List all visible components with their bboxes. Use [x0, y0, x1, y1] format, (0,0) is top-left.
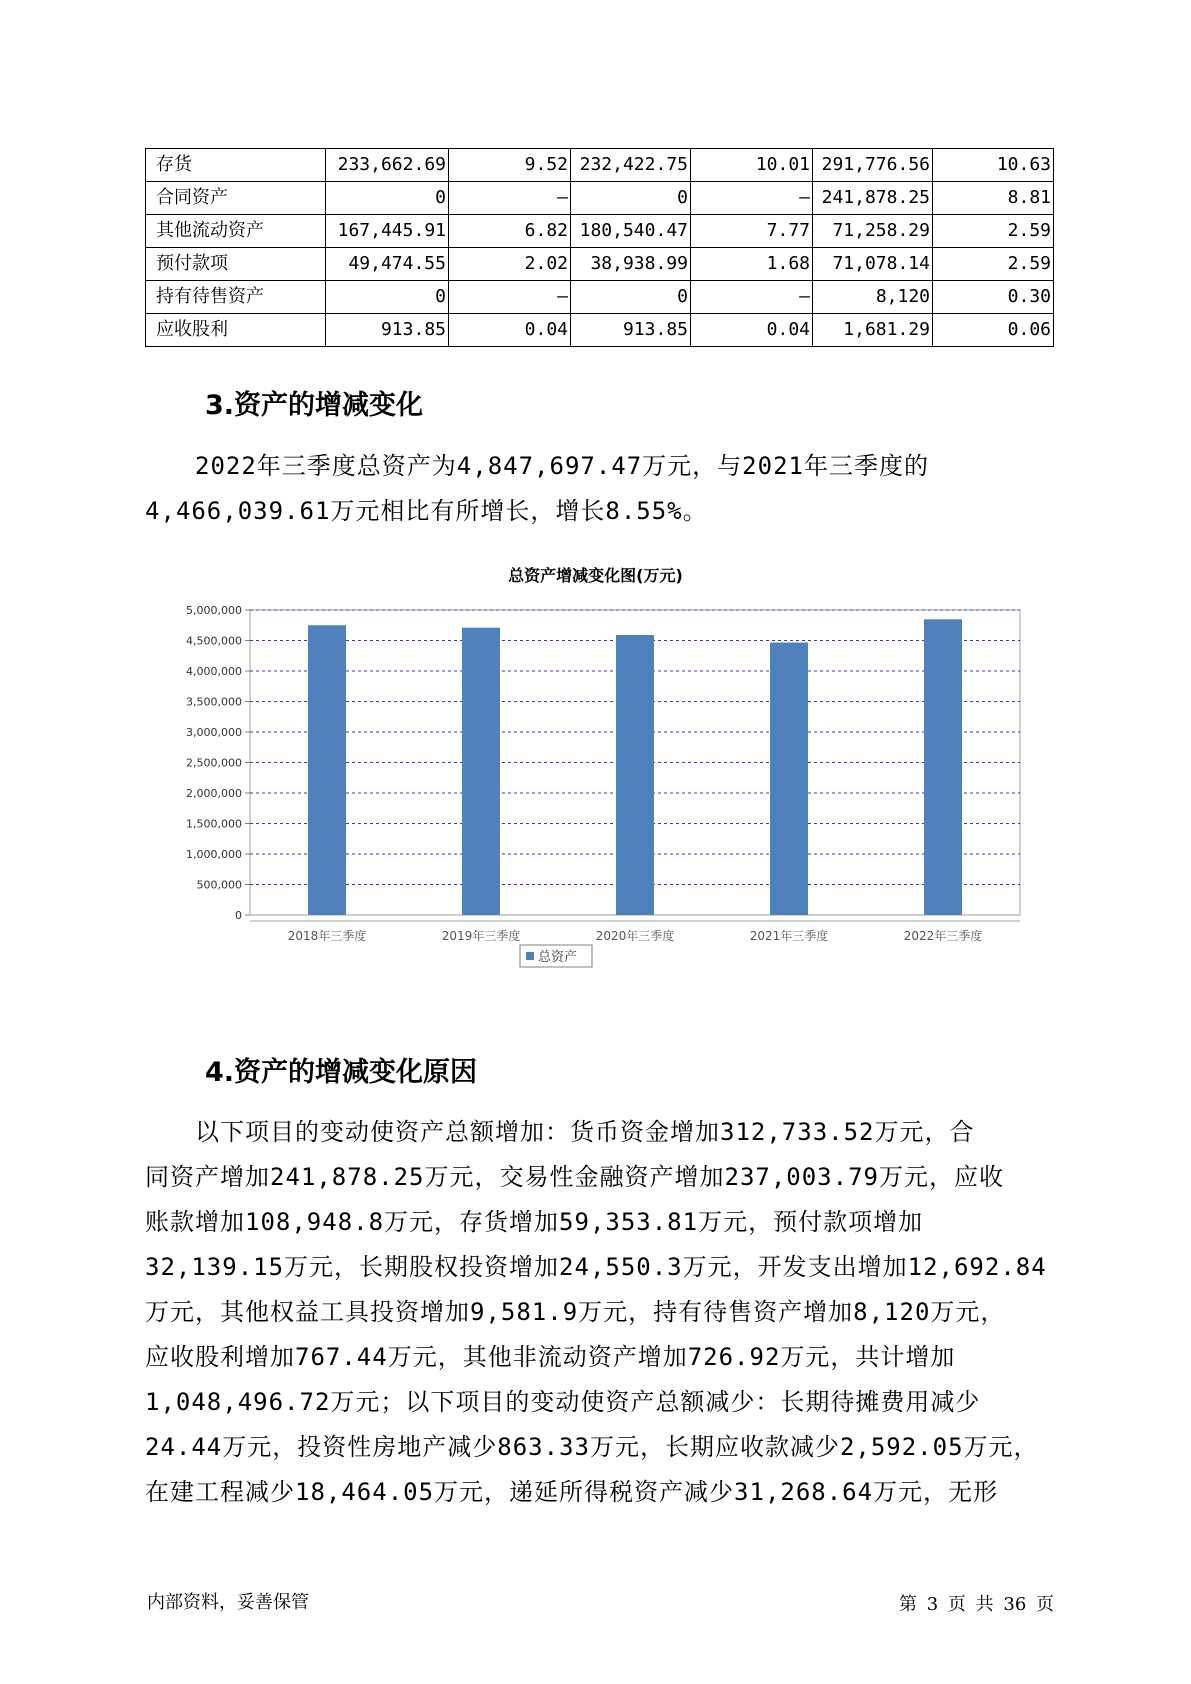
table-cell: 0 [571, 182, 691, 215]
y-tick-label: 3,500,000 [186, 695, 242, 709]
table-cell: 71,258.29 [813, 215, 933, 248]
paragraph-line: 在建工程减少18,464.05万元，递延所得税资产减少31,268.64万元，无形 [145, 1478, 999, 1506]
section-3-heading: 3.资产的增减变化 [205, 390, 424, 421]
paragraph-line: 1,048,496.72万元；以下项目的变动使资产总额减少：长期待摊费用减少 [145, 1388, 981, 1416]
x-tick-label: 2019年三季度 [441, 929, 521, 943]
table-row [146, 248, 1054, 281]
section-4-paragraph [145, 1110, 1051, 1515]
table-cell: 10.01 [691, 149, 813, 182]
table-cell: 0 [326, 281, 449, 314]
table-cell: 49,474.55 [326, 248, 449, 281]
table-cell: 232,422.75 [571, 149, 691, 182]
table-row [146, 215, 1054, 248]
table-cell: 38,938.99 [571, 248, 691, 281]
table-cell: 2.02 [449, 248, 571, 281]
table-cell: 6.82 [449, 215, 571, 248]
table-row [146, 182, 1054, 215]
table-cell: 0.30 [933, 281, 1054, 314]
table-cell: 233,662.69 [326, 149, 449, 182]
table-cell: 1.68 [691, 248, 813, 281]
table-cell: 0 [326, 182, 449, 215]
paragraph-line: 万元，其他权益工具投资增加9,581.9万元，持有待售资产增加8,120万元， [145, 1298, 1006, 1326]
paragraph-line: 4,466,039.61万元相比有所增长，增长8.55%。 [145, 497, 708, 525]
bar [462, 628, 500, 915]
x-tick-label: 2018年三季度 [287, 929, 367, 943]
table-cell: – [691, 281, 813, 314]
chart-title: 总资产增减变化图(万元) [508, 566, 683, 585]
table-cell: 0.06 [933, 314, 1054, 347]
paragraph-line: 同资产增加241,878.25万元，交易性金融资产增加237,003.79万元，应收 [145, 1163, 1004, 1191]
paragraph-line: 应收股利增加767.44万元，其他非流动资产增加726.92万元，共计增加 [145, 1343, 956, 1371]
y-tick-label: 2,000,000 [186, 787, 242, 800]
asset-table [145, 148, 1054, 347]
table-cell: 0.04 [691, 314, 813, 347]
footer-page-number: 第 3 页 共 36 页 [899, 1594, 1054, 1615]
table-cell: 167,445.91 [326, 215, 449, 248]
table-cell: 71,078.14 [813, 248, 933, 281]
bar [924, 619, 962, 915]
y-tick-label: 4,500,000 [186, 634, 242, 648]
bar [616, 635, 654, 915]
total-assets-bar-chart [160, 595, 1030, 1015]
table-row [146, 281, 1054, 314]
table-row-label: 合同资产 [146, 182, 326, 215]
table-cell: – [691, 182, 813, 215]
x-tick-label: 2021年三季度 [749, 929, 829, 943]
footer-confidential-note: 内部资料，妥善保管 [147, 1592, 309, 1613]
table-row-label: 存货 [146, 149, 326, 182]
table-row-label: 持有待售资产 [146, 281, 326, 314]
legend-label: 总资产 [538, 950, 578, 965]
y-tick-label: 1,000,000 [186, 848, 242, 861]
y-tick-label: 2,500,000 [186, 756, 242, 770]
section-3-paragraph [145, 444, 1051, 534]
table-cell: 9.52 [449, 149, 571, 182]
table-row-label: 应收股利 [146, 314, 326, 347]
table-cell: 180,540.47 [571, 215, 691, 248]
table-cell: 2.59 [933, 248, 1054, 281]
table-row-label: 预付款项 [146, 248, 326, 281]
bar [770, 643, 808, 915]
bar [308, 625, 346, 915]
y-tick-label: 0 [235, 909, 242, 922]
table-cell: 8,120 [813, 281, 933, 314]
table-cell: 0.04 [449, 314, 571, 347]
legend-swatch [526, 952, 534, 960]
paragraph-line: 账款增加108,948.8万元，存货增加59,353.81万元，预付款项增加 [145, 1208, 924, 1236]
y-tick-label: 500,000 [196, 878, 242, 892]
table-cell: – [449, 182, 571, 215]
y-tick-label: 4,000,000 [186, 665, 242, 678]
paragraph-line: 24.44万元，投资性房地产减少863.33万元，长期应收款减少2,592.05万元， [145, 1433, 1039, 1461]
table-cell: 0 [571, 281, 691, 314]
table-row [146, 149, 1054, 182]
table-row-label: 其他流动资产 [146, 215, 326, 248]
table-cell: 913.85 [326, 314, 449, 347]
table-cell: 913.85 [571, 314, 691, 347]
y-tick-label: 3,000,000 [186, 726, 242, 739]
table-cell: 2.59 [933, 215, 1054, 248]
y-tick-label: 1,500,000 [186, 817, 242, 831]
table-row [146, 314, 1054, 347]
table-cell: 7.77 [691, 215, 813, 248]
paragraph-line: 32,139.15万元，长期股权投资增加24,550.3万元，开发支出增加12,692.84 [145, 1253, 1047, 1281]
table-cell: – [449, 281, 571, 314]
x-tick-label: 2020年三季度 [595, 929, 675, 943]
table-cell: 241,878.25 [813, 182, 933, 215]
x-tick-label: 2022年三季度 [903, 929, 983, 943]
paragraph-line: 2022年三季度总资产为4,847,697.47万元，与2021年三季度的 [195, 452, 929, 480]
paragraph-line: 以下项目的变动使资产总额增加：货币资金增加312,733.52万元，合 [195, 1118, 975, 1146]
table-cell: 10.63 [933, 149, 1054, 182]
table-cell: 8.81 [933, 182, 1054, 215]
table-cell: 291,776.56 [813, 149, 933, 182]
section-4-heading: 4.资产的增减变化原因 [205, 1057, 478, 1088]
y-tick-label: 5,000,000 [186, 604, 242, 617]
table-cell: 1,681.29 [813, 314, 933, 347]
